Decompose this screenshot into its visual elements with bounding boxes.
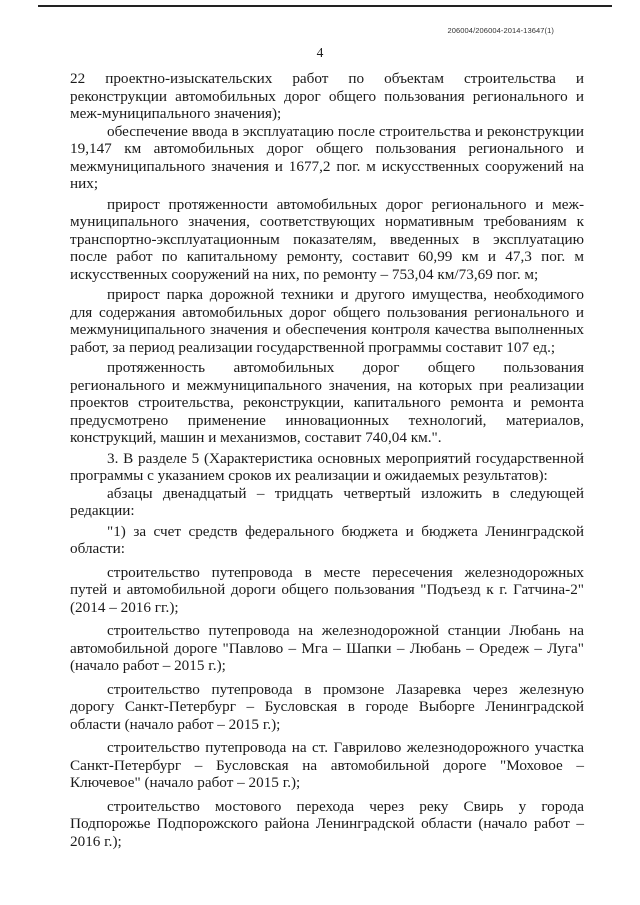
paragraph-8: "1) за счет средств федерального бюджета и бюджета Ленинградской области: [70,522,584,557]
paragraph-13: строительство мостового перехода через реку Свирь у города Подпорожье Подпорожского района Ленинградской области (начало работ – 2016 г.); [70,797,584,850]
paragraph-6: 3. В разделе 5 (Характеристика основных мероприятий государственной программы с указанием сроков их реализации и ожидаемых результатов): [70,449,584,484]
paragraph-5: протяженность автомобильных дорог общего пользования регионального и межмуниципального значения, на которых при реализации проектов строительства, реконструкции, капитального ремонта и ремонта предусмотрено применение инновационных технологий, материалов, конструкций, машин и механизмов, составит 740,04 км.". [70,359,584,446]
paragraph-1: 22 проектно-изыскательских работ по объектам строительства и реконструкции автомобильных дорог общего пользования регионального и меж-муниципального значения); [70,70,584,122]
paragraph-12: строительство путепровода на ст. Гаврилово железнодорожного участка Санкт-Петербург – Бусловская на автомобильной дороге "Моховое – Ключевое" (начало работ – 2015 г.); [70,739,584,791]
paragraph-9: строительство путепровода в месте пересечения железнодорожных путей и автомобильной дороги общего пользования "Подъезд к г. Гатчина-2" (2014 – 2016 гг.); [70,563,584,616]
top-border-line [38,5,612,7]
page-number: 4 [316,45,324,60]
document-id: 206004/206004-2014-13647(1) [447,26,554,35]
paragraph-4: прирост парка дорожной техники и другого имущества, необходимого для содержания автомобильных дорог общего пользования регионального и межмуниципального значения и обеспечения контроля качества выполненных работ, за период реализации государственной программы составит 107 ед.; [70,286,584,356]
paragraph-3: прирост протяженности автомобильных дорог регионального и меж-муниципального значения, соответствующих нормативным требованиям к транспортно-эксплуатационным показателям, введенных в эксплуатацию после работ по капитальному ремонту, составит 60,99 км и 47,3 пог. м искусственных сооружений на них, по ремонту – 753,04 км/73,69 пог. м; [70,195,584,283]
paragraph-7: абзацы двенадцатый – тридцать четвертый изложить в следующей редакции: [70,484,584,519]
paragraph-10: строительство путепровода на железнодорожной станции Любань на автомобильной дороге "Павлово – Мга – Шапки – Любань – Оредеж – Луга" (начало работ – 2015 г.); [70,622,584,674]
paragraph-11: строительство путепровода в промзоне Лазаревка через железную дорогу Санкт-Петербург – Бусловская в городе Выборге Ленинградской области (начало работ – 2015 г.); [70,680,584,733]
paragraph-2: обеспечение ввода в эксплуатацию после строительства и реконструкции 19,147 км автомобильных дорог общего пользования регионального и межмуниципального значения и 1677,2 пог. м искусственных сооружений на них; [70,122,584,192]
document-body [70,70,584,850]
